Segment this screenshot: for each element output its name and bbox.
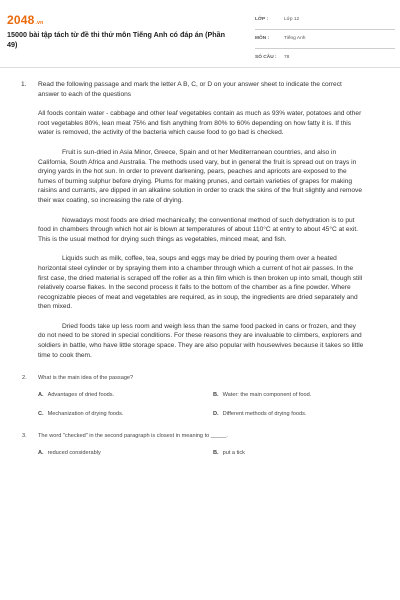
meta-key-subject: MÔN :: [255, 36, 270, 41]
option-text: Mechanization of drying foods.: [47, 411, 124, 418]
question-number: 1.: [21, 81, 27, 88]
option-c[interactable]: [38, 411, 123, 417]
main-content: [0, 80, 400, 465]
option-letter: A.: [38, 392, 44, 399]
logo-text: 2048: [7, 13, 35, 27]
option-text: Different methods of drying foods.: [222, 411, 307, 418]
meta-row-class: [255, 14, 395, 30]
passage-paragraph-3: Nowadays most foods are dried mechanically; the conventional method of such dehydration is to put food in chambers through which hot air is blown at temperatures of about 110°C at entry to about 45°C at exit. This is the usual method for drying such things as vegetables, minced meat, and fish.: [38, 216, 358, 243]
option-b[interactable]: [213, 392, 311, 398]
meta-info: [255, 14, 395, 71]
meta-value-count: 78: [284, 55, 290, 60]
option-a[interactable]: [38, 450, 101, 456]
option-letter: B.: [213, 450, 219, 457]
logo-suffix: .vn: [35, 20, 44, 26]
option-text: reduced considerably: [47, 450, 101, 457]
passage-paragraph-5: Dried foods take up less room and weigh less than the same food packed in cans or frozen, and they do not need to be stored in special conditions. For these reasons they are invaluable to climbers, explorers and soldiers in battle, who have little storage space. They are also popular with housewives because it takes so little time to cook them.: [38, 322, 364, 359]
question-number: 2.: [22, 375, 27, 382]
passage-paragraph-4: Liquids such as milk, coffee, tea, soups and eggs may be dried by pouring them over a heated horizontal steel cylinder or by spraying them into a chamber through which a current of hot air passes. In the first case, the dried material is scraped off the roller as a thin film which is then broken up into small, though still relatively coarse flakes. In the second process it falls to the bottom of the chamber as a fine powder. Where recognizable pieces of meat and vegetables are required, as in soup, the ingredients are dried separately and then mixed.: [38, 255, 363, 311]
option-text: Advantages of dried foods.: [47, 392, 115, 399]
question-text: The word "checked" in the second paragraph is closest in meaning to _____.: [38, 433, 228, 440]
question-number: 3.: [22, 433, 27, 440]
option-letter: B.: [213, 392, 219, 399]
header: [0, 0, 400, 62]
passage-paragraph-2: Fruit is sun-dried in Asia Minor, Greece, Spain and ot her Mediterranean countries, and also in California, South Africa and Australia. The methods used vary, but in general the fruit is spread out on trays in drying yards in the hot sun. In order to prevent darkening, pears, peaches and apricots are exposed to the fumes of burning sulphur before drying. Plums for making prunes, and certain varieties of grapes for making raisins and currants, are dipped in an alkaline solution in order to crack the skins of the fruit slightly and remove their wax coating, so increasing the rate of drying.: [38, 148, 362, 204]
meta-row-subject: [255, 33, 395, 49]
option-letter: D.: [213, 411, 219, 418]
question-2-options-row-2: [0, 411, 400, 426]
question-text: What is the main idea of the passage?: [38, 375, 134, 382]
document-title: 15000 bài tập tách từ đề thi thử môn Tiếng Anh có đáp án (Phần 49): [7, 30, 226, 49]
question-3: [0, 432, 400, 440]
question-text: Read the following passage and mark the letter A B, C, or D on your answer sheet to indicate the correct answer to each of the questions: [38, 81, 342, 98]
meta-key-count: SỐ CÂU :: [255, 55, 277, 60]
header-divider: [0, 67, 400, 68]
question-2: [0, 374, 400, 382]
meta-key-class: LỚP :: [255, 17, 269, 22]
question-2-options-row-1: [0, 392, 400, 407]
question-1: [0, 80, 400, 99]
site-logo[interactable]: [7, 13, 43, 27]
option-d[interactable]: [213, 411, 306, 417]
option-b[interactable]: [213, 450, 245, 456]
option-text: Water: the main component of food.: [222, 392, 312, 399]
option-text: put a tick: [222, 450, 245, 457]
meta-value-class: Lớp 12: [284, 17, 300, 22]
option-a[interactable]: [38, 392, 114, 398]
passage-paragraph-1: All foods contain water - cabbage and other leaf vegetables contain as much as 93% water, potatoes and other root vegetables 80%, lean meat 75% and fish anything from 80% to 60% depending on how fatty it is. If this water is removed, the activity of the bacteria which cause food to go bad is checked.: [38, 110, 362, 137]
option-letter: A.: [38, 450, 44, 457]
meta-row-count: [255, 52, 395, 68]
option-letter: C.: [38, 411, 44, 418]
meta-value-subject: Tiếng Anh: [284, 36, 306, 41]
question-3-options-row-1: [0, 450, 400, 465]
